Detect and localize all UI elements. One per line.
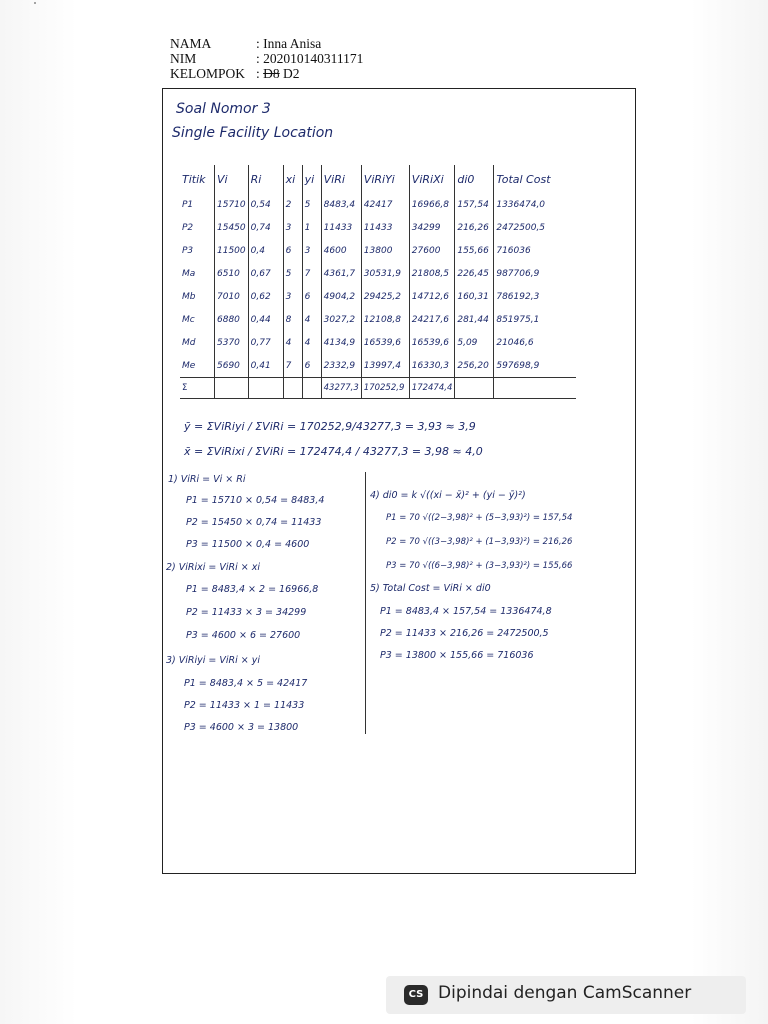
table-cell: 3 bbox=[283, 216, 302, 239]
table-cell: Mb bbox=[182, 291, 196, 302]
table-cell: 11500 bbox=[215, 239, 249, 262]
table-row bbox=[180, 262, 576, 285]
viriyi-p2: P2 = 11433 × 1 = 11433 bbox=[184, 700, 305, 711]
table-cell: 7010 bbox=[215, 285, 249, 308]
table-cell: 34299 bbox=[409, 216, 455, 239]
total-cost-p1: P1 = 8483,4 × 157,54 = 1336474,8 bbox=[380, 606, 552, 617]
table-cell: 1336474,0 bbox=[494, 193, 577, 216]
table-cell: 15450 bbox=[215, 216, 249, 239]
nim-value: : 202010140311171 bbox=[256, 51, 364, 66]
table-cell: 4 bbox=[283, 331, 302, 354]
di0-p2: P2 = 70 √((3−3,98)² + (1−3,93)²) = 216,26 bbox=[386, 537, 573, 547]
viriyi-p1: P1 = 8483,4 × 5 = 42417 bbox=[184, 678, 308, 689]
viri-p2: P2 = 15450 × 0,74 = 11433 bbox=[186, 517, 322, 528]
table-cell: 4 bbox=[302, 308, 321, 331]
table-cell: Md bbox=[182, 337, 196, 348]
table-cell: 226,45 bbox=[455, 262, 494, 285]
table-row bbox=[180, 331, 576, 354]
table-cell: 851975,1 bbox=[494, 308, 577, 331]
table-cell: 157,54 bbox=[455, 193, 494, 216]
question-subtitle: Single Facility Location bbox=[172, 125, 334, 141]
table-cell: 155,66 bbox=[455, 239, 494, 262]
col-header: ViRiXi bbox=[409, 165, 455, 193]
col-header: Total Cost bbox=[494, 165, 577, 193]
table-cell: 0,4 bbox=[248, 239, 283, 262]
kelompok-row bbox=[170, 66, 363, 81]
table-cell: P2 bbox=[182, 222, 194, 233]
table-cell: 4904,2 bbox=[321, 285, 361, 308]
col-header: di0 bbox=[455, 165, 494, 193]
viriyi-p3: P3 = 4600 × 3 = 13800 bbox=[184, 722, 299, 733]
table-cell: 7 bbox=[283, 354, 302, 378]
table-cell: 13997,4 bbox=[361, 354, 409, 378]
ybar-formula: ȳ = ΣViRiyi / ΣViRi = 170252,9/43277,3 = 3,93 ≈ 3,9 bbox=[184, 420, 476, 433]
kelompok-value: D2 bbox=[279, 66, 300, 81]
kelompok-prefix: : bbox=[256, 66, 264, 81]
table-cell: 15710 bbox=[215, 193, 249, 216]
table-row bbox=[180, 239, 576, 262]
sum-symbol: Σ bbox=[180, 378, 215, 399]
calculation-table bbox=[180, 165, 576, 399]
table-cell: 2472500,5 bbox=[494, 216, 577, 239]
table-cell bbox=[455, 378, 494, 399]
camscanner-text: Dipindai dengan CamScanner bbox=[438, 983, 692, 1003]
table-cell: 24217,6 bbox=[409, 308, 455, 331]
table-cell bbox=[248, 378, 283, 399]
table-row bbox=[180, 193, 576, 216]
table-cell: 0,74 bbox=[248, 216, 283, 239]
table-cell: 0,54 bbox=[248, 193, 283, 216]
table-cell: 16330,3 bbox=[409, 354, 455, 378]
col-header: Titik bbox=[182, 172, 206, 186]
table-cell: 281,44 bbox=[455, 308, 494, 331]
table-cell: 11433 bbox=[361, 216, 409, 239]
nim-label: NIM bbox=[170, 51, 197, 66]
table-cell: 6 bbox=[302, 285, 321, 308]
table-cell: 716036 bbox=[494, 239, 577, 262]
di0-p1: P1 = 70 √((2−3,98)² + (5−3,93)²) = 157,54 bbox=[386, 513, 573, 523]
table-cell: 2 bbox=[283, 193, 302, 216]
scan-speck bbox=[34, 2, 36, 4]
column-divider bbox=[365, 472, 366, 734]
viriyi-heading: 3) ViRiyi = ViRi × yi bbox=[166, 655, 261, 666]
table-cell: 3 bbox=[283, 285, 302, 308]
table-header-row bbox=[180, 165, 576, 193]
table-cell: Mc bbox=[182, 314, 195, 325]
table-cell: 6 bbox=[302, 354, 321, 378]
table-cell: Me bbox=[182, 360, 196, 371]
table-cell: 0,67 bbox=[248, 262, 283, 285]
table-cell: 256,20 bbox=[455, 354, 494, 378]
table-cell: 0,44 bbox=[248, 308, 283, 331]
table-cell bbox=[215, 378, 249, 399]
col-header: xi bbox=[283, 165, 302, 193]
table-cell: 11433 bbox=[321, 216, 361, 239]
table-cell: 12108,8 bbox=[361, 308, 409, 331]
col-header: ViRiYi bbox=[361, 165, 409, 193]
nama-value: : Inna Anisa bbox=[256, 36, 322, 51]
table-sum-row bbox=[180, 378, 576, 399]
viri-heading: 1) ViRi = Vi × Ri bbox=[168, 474, 246, 485]
table-cell: Ma bbox=[182, 268, 196, 279]
table-cell: 42417 bbox=[361, 193, 409, 216]
virixi-heading: 2) ViRixi = ViRi × xi bbox=[166, 562, 261, 573]
table-cell: 6 bbox=[283, 239, 302, 262]
table-cell: 16966,8 bbox=[409, 193, 455, 216]
table-cell: 16539,6 bbox=[361, 331, 409, 354]
table-cell: 4600 bbox=[321, 239, 361, 262]
table-cell: 5 bbox=[302, 193, 321, 216]
student-header bbox=[170, 36, 363, 81]
viri-p3: P3 = 11500 × 0,4 = 4600 bbox=[186, 539, 310, 550]
total-cost-p2: P2 = 11433 × 216,26 = 2472500,5 bbox=[380, 628, 549, 639]
table-cell: 4361,7 bbox=[321, 262, 361, 285]
table-row bbox=[180, 354, 576, 378]
table-cell: 5 bbox=[283, 262, 302, 285]
kelompok-value-wrap bbox=[256, 66, 300, 81]
xbar-formula: x̄ = ΣViRixi / ΣViRi = 172474,4 / 43277,3 = 3,98 ≈ 4,0 bbox=[184, 445, 483, 458]
question-title: Soal Nomor 3 bbox=[176, 101, 271, 117]
virixi-p2: P2 = 11433 × 3 = 34299 bbox=[186, 607, 307, 618]
table-cell: 7 bbox=[302, 262, 321, 285]
table-cell: 13800 bbox=[361, 239, 409, 262]
kelompok-label: KELOMPOK bbox=[170, 66, 246, 81]
table-cell: 16539,6 bbox=[409, 331, 455, 354]
table-cell: 216,26 bbox=[455, 216, 494, 239]
camscanner-logo-icon: CS bbox=[404, 985, 428, 1005]
table-cell: 29425,2 bbox=[361, 285, 409, 308]
col-header: yi bbox=[302, 165, 321, 193]
viri-p1: P1 = 15710 × 0,54 = 8483,4 bbox=[186, 495, 325, 506]
table-cell: 14712,6 bbox=[409, 285, 455, 308]
table-cell: 8 bbox=[283, 308, 302, 331]
table-cell: 5,09 bbox=[455, 331, 494, 354]
table-cell: 1 bbox=[302, 216, 321, 239]
table-cell: 5690 bbox=[215, 354, 249, 378]
table-cell bbox=[494, 378, 577, 399]
table-cell: 3 bbox=[302, 239, 321, 262]
table-row bbox=[180, 285, 576, 308]
table-cell: P3 bbox=[182, 245, 194, 256]
table-cell: 0,62 bbox=[248, 285, 283, 308]
table-cell: 2332,9 bbox=[321, 354, 361, 378]
total-cost-heading: 5) Total Cost = ViRi × di0 bbox=[370, 583, 491, 594]
col-header: Ri bbox=[248, 165, 283, 193]
table-row bbox=[180, 216, 576, 239]
total-cost-p3: P3 = 13800 × 155,66 = 716036 bbox=[380, 650, 534, 661]
table-cell: 21046,6 bbox=[494, 331, 577, 354]
table-cell: 8483,4 bbox=[321, 193, 361, 216]
table-cell: 21808,5 bbox=[409, 262, 455, 285]
table-cell bbox=[283, 378, 302, 399]
nama-label: NAMA bbox=[170, 36, 212, 51]
table-cell: 27600 bbox=[409, 239, 455, 262]
kelompok-struck-value: D8 bbox=[263, 66, 280, 81]
virixi-p3: P3 = 4600 × 6 = 27600 bbox=[186, 630, 301, 641]
table-cell: 4134,9 bbox=[321, 331, 361, 354]
table-row bbox=[180, 308, 576, 331]
table-cell: 5370 bbox=[215, 331, 249, 354]
nama-row bbox=[170, 36, 363, 51]
di0-heading: 4) di0 = k √((xi − x̄)² + (yi − ȳ)²) bbox=[370, 490, 526, 501]
virixi-p1: P1 = 8483,4 × 2 = 16966,8 bbox=[186, 584, 319, 595]
table-cell bbox=[302, 378, 321, 399]
table-cell: 3027,2 bbox=[321, 308, 361, 331]
di0-p3: P3 = 70 √((6−3,98)² + (3−3,93)²) = 155,66 bbox=[386, 561, 573, 571]
nim-row bbox=[170, 51, 363, 66]
table-cell: P1 bbox=[182, 199, 194, 210]
table-cell: 987706,9 bbox=[494, 262, 577, 285]
table-cell: 0,41 bbox=[248, 354, 283, 378]
table-cell: 597698,9 bbox=[494, 354, 577, 378]
sum-viriyi: 170252,9 bbox=[361, 378, 409, 399]
table-cell: 4 bbox=[302, 331, 321, 354]
table-cell: 786192,3 bbox=[494, 285, 577, 308]
table-cell: 6510 bbox=[215, 262, 249, 285]
table-cell: 160,31 bbox=[455, 285, 494, 308]
table-cell: 30531,9 bbox=[361, 262, 409, 285]
col-header: Vi bbox=[215, 165, 249, 193]
table-cell: 0,77 bbox=[248, 331, 283, 354]
col-header: ViRi bbox=[321, 165, 361, 193]
sum-virixi: 172474,4 bbox=[409, 378, 455, 399]
table-cell: 6880 bbox=[215, 308, 249, 331]
sum-viri: 43277,3 bbox=[321, 378, 361, 399]
